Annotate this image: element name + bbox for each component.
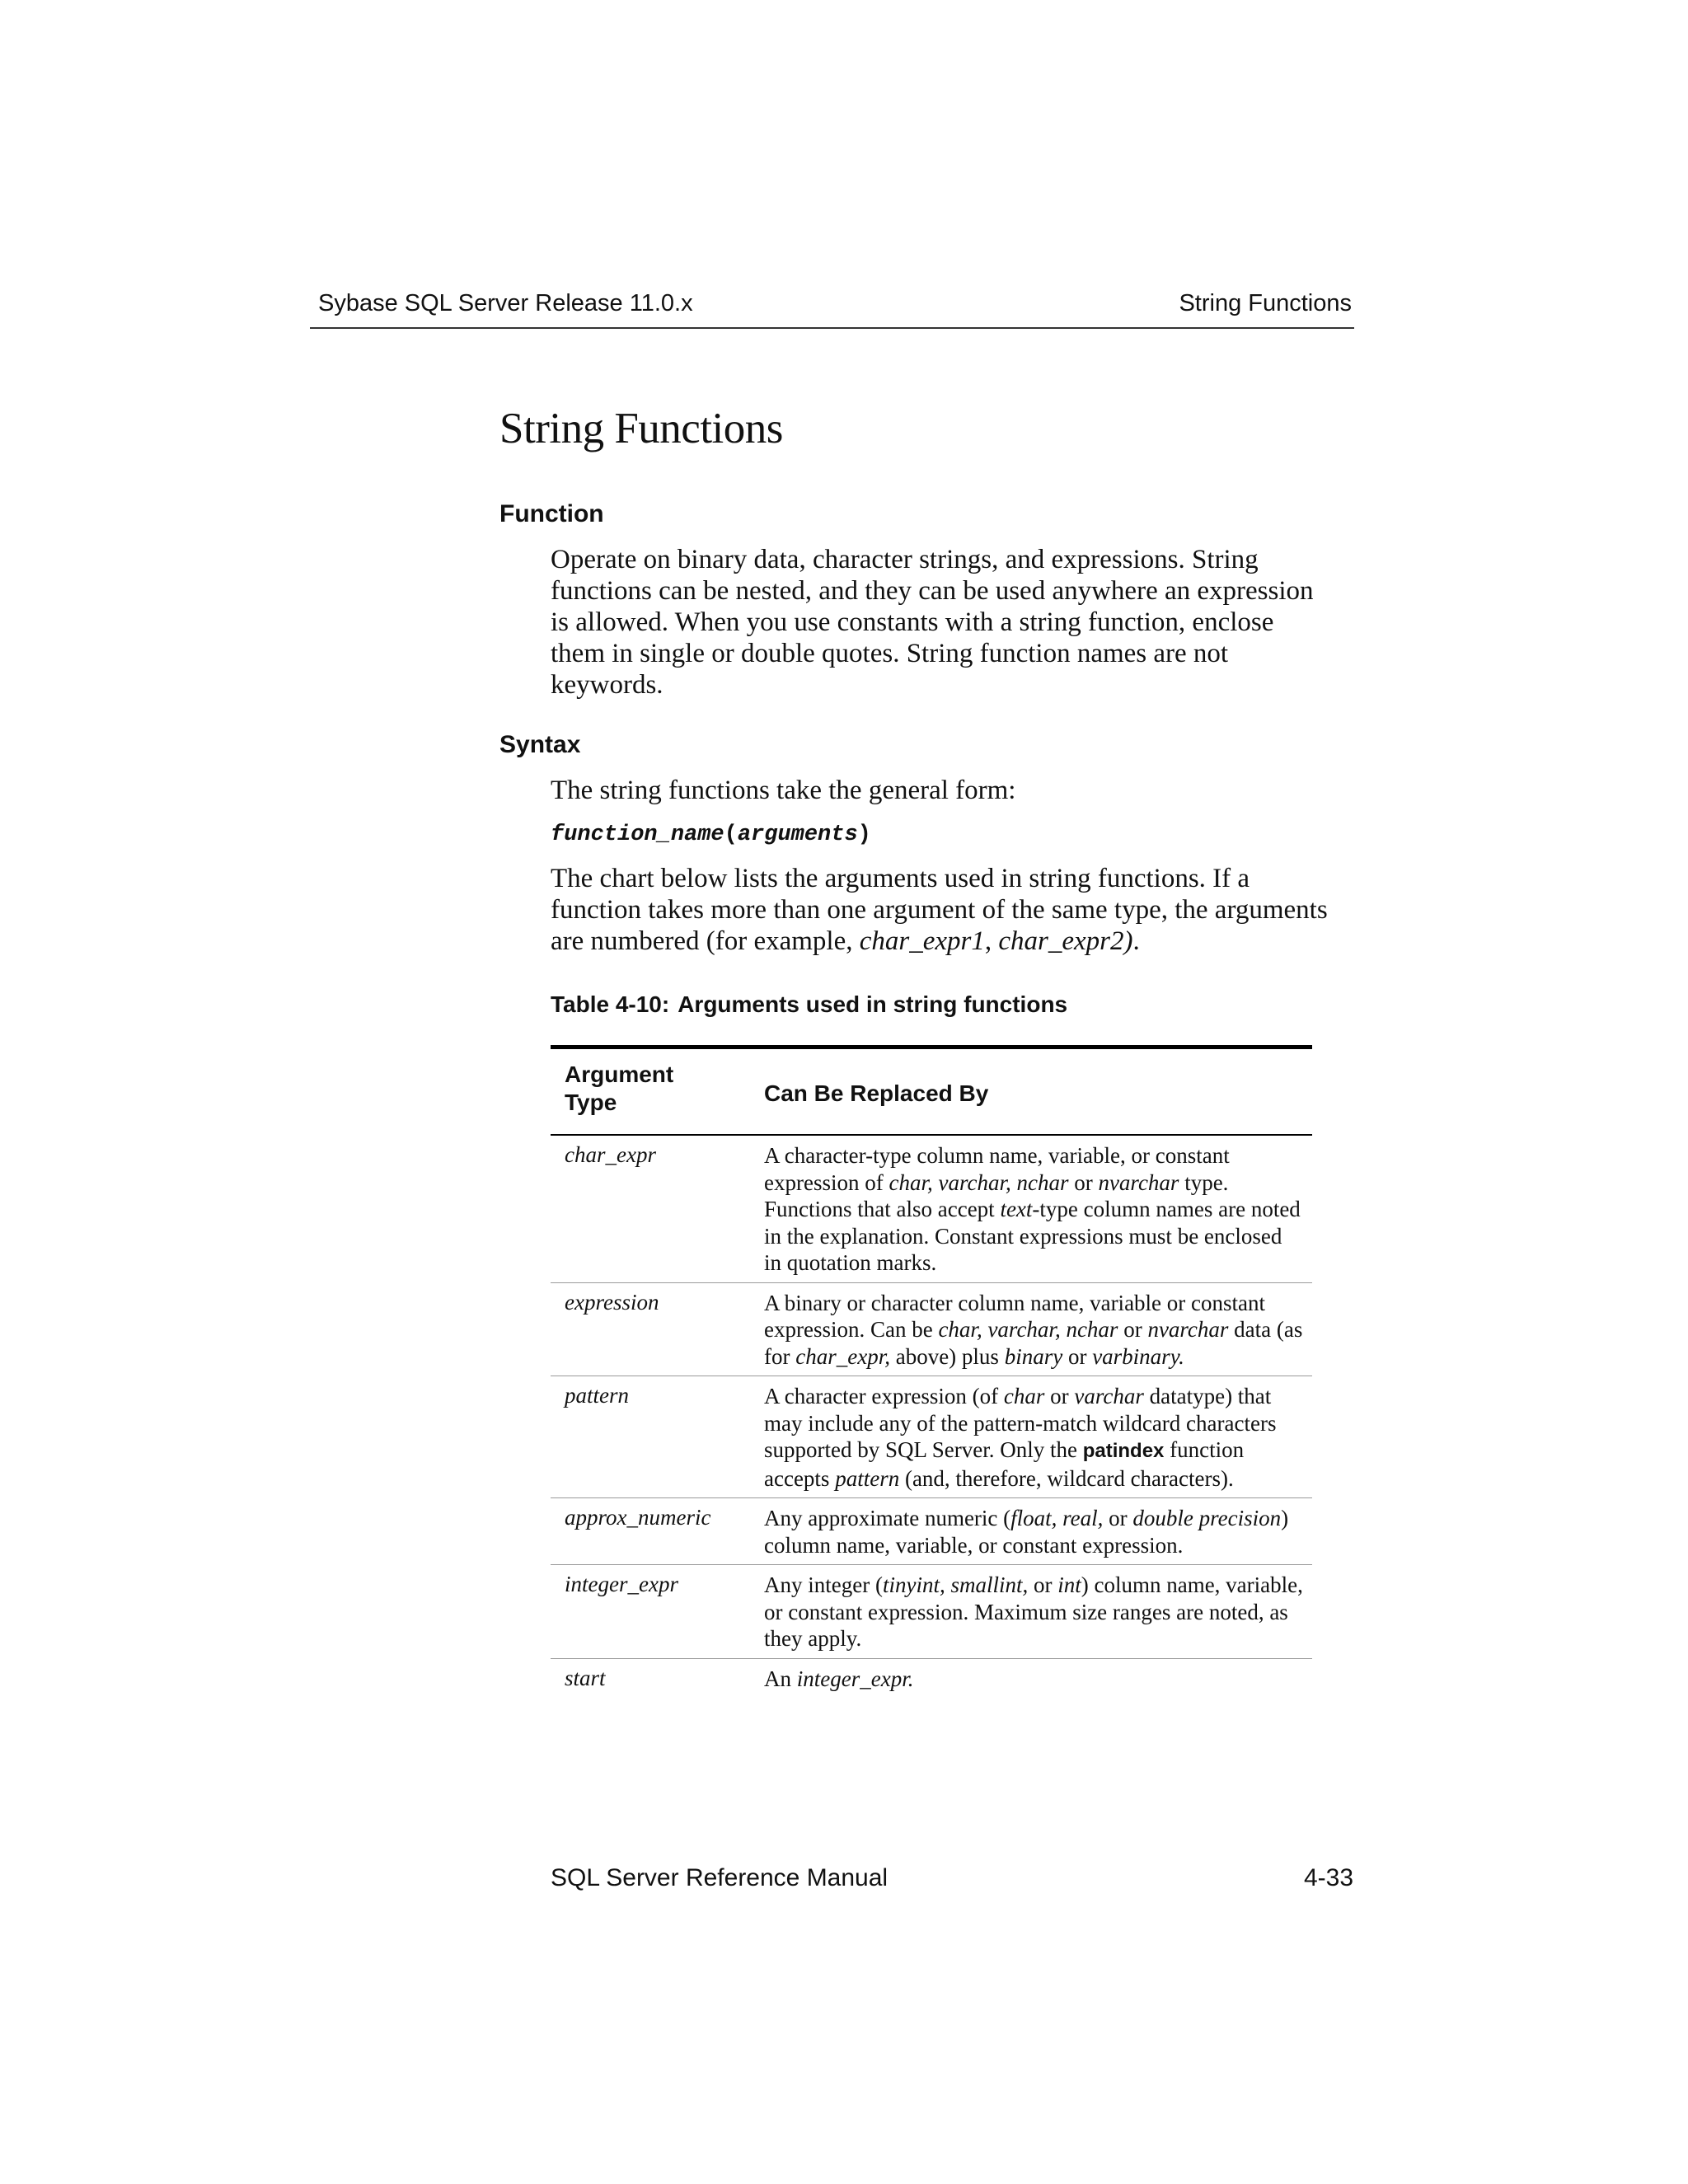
argument-type-cell: char_expr (565, 1142, 656, 1167)
desc-text: A binary or character column name, variable or constant expression. Can be (764, 1290, 1266, 1342)
desc-italic: char, varchar, nchar (889, 1169, 1069, 1195)
desc-text: data (as for (764, 1317, 1303, 1369)
desc-text: or (1118, 1317, 1148, 1342)
argument-type-cell: integer_expr (565, 1572, 678, 1596)
desc-italic: nvarchar (1147, 1317, 1229, 1342)
desc-text: Any approximate numeric ( (764, 1506, 1011, 1530)
description-cell (764, 1136, 1304, 1282)
header-rule (310, 327, 1354, 329)
desc-italic: varchar (1074, 1384, 1144, 1408)
desc-text: type. Functions that also accept (764, 1169, 1229, 1221)
table-title: Arguments used in string functions (678, 991, 1068, 1017)
example-1: char_expr1 (859, 926, 985, 956)
function-keyword: patindex (1082, 1440, 1165, 1462)
desc-italic: integer_expr. (796, 1666, 914, 1691)
desc-text: above) plus (889, 1343, 1005, 1369)
desc-italic: tinyint, smallint, (882, 1572, 1029, 1597)
function-heading: Function (499, 500, 604, 527)
desc-text: datatype) that may include any of the pattern-match wildcard characters supported by SQL Server. Only the (764, 1384, 1277, 1462)
function-description: Operate on binary data, character strings, and expressions. String functions can be nested, and they can be used anywhere an expression is allowed. When you use constants with a string function, enclose them in single or double quotes. String function names are not keywords. (551, 545, 1314, 700)
column-header-replaced-by: Can Be Replaced By (764, 1080, 989, 1106)
page-title: String Functions (499, 405, 783, 452)
argument-type-cell: pattern (565, 1383, 629, 1408)
header-right-text: String Functions (1179, 290, 1352, 316)
table-number: Table 4-10: (551, 991, 670, 1017)
desc-italic: double precision (1132, 1506, 1282, 1530)
example-separator: , (984, 926, 999, 956)
desc-italic: nvarchar (1098, 1169, 1179, 1195)
argument-type-cell: expression (565, 1289, 659, 1315)
desc-text: or (1028, 1572, 1058, 1597)
code-function-name: function_name (551, 823, 724, 847)
arguments-table (551, 1045, 1312, 1698)
desc-text: function accepts (764, 1437, 1245, 1491)
header-left-text: Sybase SQL Server Release 11.0.x (318, 290, 693, 316)
desc-text: (and, therefore, wildcard characters). (899, 1465, 1234, 1491)
table-row (551, 1498, 1312, 1565)
example-2: char_expr2) (998, 926, 1133, 956)
desc-italic: int (1057, 1572, 1081, 1597)
desc-italic: varbinary. (1092, 1343, 1184, 1369)
syntax-heading: Syntax (499, 731, 581, 758)
desc-text: A character expression (of (764, 1384, 1004, 1408)
desc-text: or (1103, 1506, 1133, 1530)
table-caption (551, 991, 1067, 1018)
desc-italic: pattern (835, 1465, 900, 1491)
table-header-row (551, 1049, 1312, 1134)
argument-type-cell: start (565, 1665, 606, 1690)
desc-text: ) column name, variable, or constant expression. (764, 1506, 1289, 1558)
desc-italic: char (1003, 1384, 1045, 1408)
code-arguments: arguments (737, 823, 858, 847)
table-row (551, 1659, 1312, 1699)
table-row (551, 1283, 1312, 1377)
desc-text: A character-type column name, variable, or constant expression of (764, 1143, 1230, 1195)
desc-italic: char_expr, (795, 1343, 890, 1369)
desc-text: -type column names are noted in the explanation. Constant expressions must be enclosed in quotation marks. (764, 1197, 1301, 1275)
code-open-paren: ( (724, 823, 738, 847)
chart-description (551, 863, 1334, 957)
desc-text: or (1068, 1169, 1099, 1195)
description-cell (764, 1659, 1304, 1699)
desc-text: or (1062, 1343, 1093, 1369)
description-cell (764, 1283, 1304, 1376)
syntax-code (551, 823, 871, 847)
argument-type-cell: approx_numeric (565, 1505, 711, 1530)
table-row (551, 1136, 1312, 1283)
desc-italic: char, varchar, nchar (938, 1317, 1118, 1342)
footer-manual-title: SQL Server Reference Manual (551, 1864, 889, 1891)
desc-text: or (1044, 1384, 1075, 1408)
footer-page-number: 4-33 (1303, 1864, 1353, 1891)
table-row (551, 1376, 1312, 1498)
desc-text: An (764, 1666, 797, 1691)
column-header-argument-type: Argument Type (565, 1062, 674, 1115)
desc-italic: binary (1004, 1343, 1063, 1369)
chart-text: The chart below lists the arguments used in string functions. If a function takes more than one argument of the same type, the arguments are numbered (for example, (551, 864, 1328, 956)
chart-text-end: . (1132, 926, 1140, 956)
syntax-intro: The string functions take the general form: (551, 776, 1016, 805)
desc-italic: text (1000, 1197, 1033, 1221)
desc-text: ) column name, variable, or constant expression. Maximum size ranges are noted, as they apply. (764, 1572, 1303, 1651)
desc-italic: float, real, (1010, 1506, 1104, 1530)
description-cell (764, 1565, 1304, 1658)
running-header (310, 290, 1352, 323)
description-cell (764, 1376, 1304, 1497)
code-close-paren: ) (857, 823, 871, 847)
table-row (551, 1565, 1312, 1659)
description-cell (764, 1498, 1304, 1564)
desc-text: Any integer ( (764, 1572, 883, 1597)
